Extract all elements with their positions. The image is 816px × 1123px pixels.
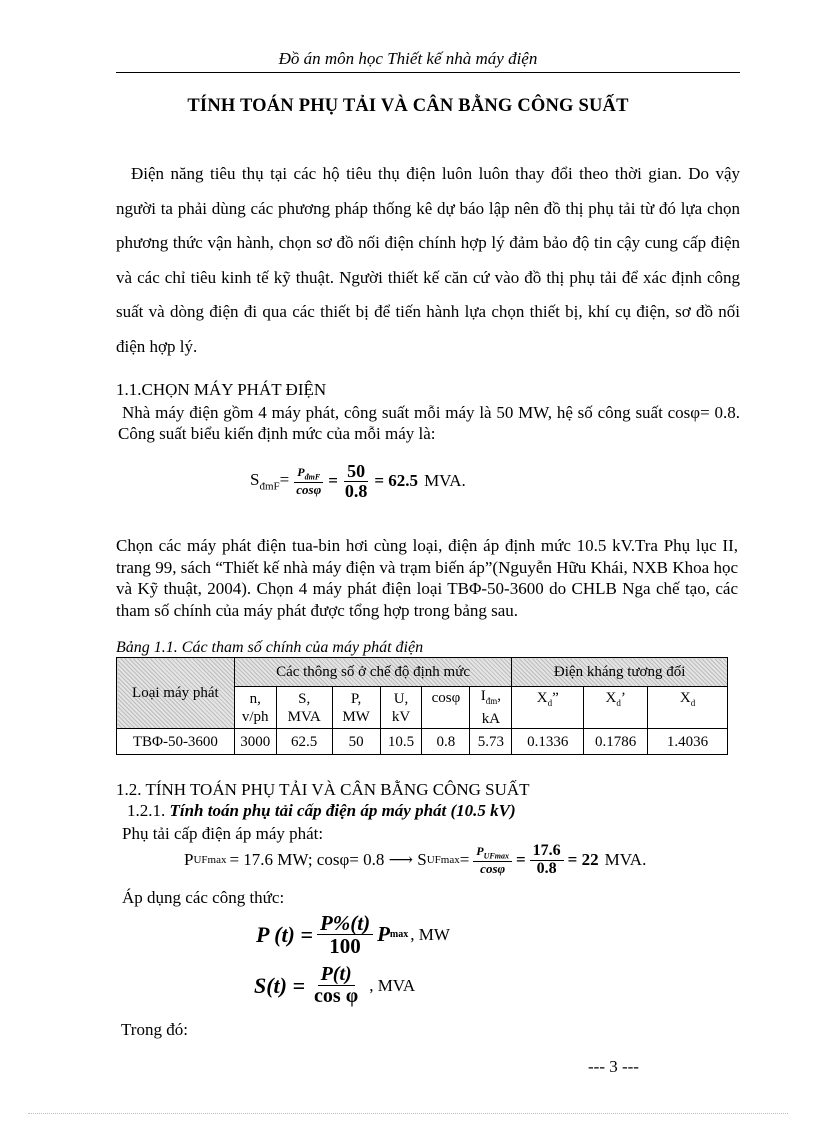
running-header: Đồ án môn học Thiết kế nhà máy điện bbox=[278, 49, 538, 68]
col-apparent-power: S, MVA bbox=[276, 687, 332, 729]
header-rule bbox=[116, 72, 740, 73]
col-xd: $X_d$ bbox=[648, 687, 728, 729]
intro-paragraph bbox=[116, 157, 740, 364]
cell-type: TBΦ-50-3600 bbox=[117, 729, 235, 755]
section-1-2-line1: Phụ tải cấp điện áp máy phát: bbox=[122, 824, 324, 843]
col-current: $I_{đm}$, kA bbox=[470, 687, 512, 729]
cell-apparent-power: 62.5 bbox=[276, 729, 332, 755]
table-caption: Bảng 1.1. Các tham số chính của máy phát điện bbox=[116, 639, 424, 656]
section-1-2-line3: Trong đó: bbox=[121, 1020, 188, 1039]
cell-active-power: 50 bbox=[332, 729, 380, 755]
formula-lhs: $S_{đmF}=$ bbox=[250, 470, 290, 493]
cell-xd-transient: 0.1786 bbox=[584, 729, 648, 755]
section-1-2-line2: Áp dụng các công thức: bbox=[122, 888, 285, 907]
section-1-1-heading: 1.1.CHỌN MÁY PHÁT ĐIỆN bbox=[116, 380, 327, 399]
intro-text: Điện năng tiêu thụ tại các hộ tiêu thụ điện luôn luôn thay đổi theo thời gian. Do vậy người ta phải dùng các phương pháp thống kê dự báo lập nên đồ thị phụ tải từ đó lựa chọn phương thức vận hành, chọn sơ đồ nối điện chính hợp lý đảm bảo độ tin cậy cung cấp điện và các chỉ tiêu kinh tế kỹ thuật. Người thiết kế căn cứ vào đồ thị phụ tải để xác định công suất và dòng điện đi qua các thiết bị để tiến hành lựa chọn thiết bị, khí cụ điện, sơ đồ nối điện hợp lý. bbox=[116, 164, 740, 356]
cell-current: 5.73 bbox=[470, 729, 512, 755]
section-1-2-1-heading: 1.2.1. Tính toán phụ tải cấp điện áp máy phát (10.5 kV) bbox=[127, 801, 516, 820]
cell-cosphi: 0.8 bbox=[422, 729, 470, 755]
group-rated-params: Các thông số ở chế độ định mức bbox=[234, 658, 512, 687]
formula-p-t: P (t) = $\frac{P\%(t)}{100}$ P max , MW bbox=[256, 911, 450, 959]
table-row bbox=[117, 729, 728, 755]
formula-result: = 62.5 bbox=[374, 471, 419, 491]
formula-unit: MVA. bbox=[424, 471, 466, 491]
section-1-2-heading: 1.2. TÍNH TOÁN PHỤ TẢI VÀ CÂN BẰNG CÔNG SUẤT bbox=[116, 780, 530, 799]
fraction-pufmax-over-cos: $\frac{P_{UFmax}}{\cos\varphi}$ bbox=[473, 845, 512, 875]
cell-xd-subtransient: 0.1336 bbox=[512, 729, 584, 755]
col-voltage: U, kV bbox=[380, 687, 422, 729]
generator-params-table bbox=[116, 657, 728, 755]
formula-s-ufmax: P UFmax = 17.6 MW; cosφ= 0.8 ⟶ S UFmax = $\frac{P_{UFmax}}{\cos\varphi}$ = $\frac{17.6}{0.8}$ = 22 MVA. bbox=[184, 842, 647, 877]
cell-voltage: 10.5 bbox=[380, 729, 422, 755]
col-cosphi: cosφ bbox=[422, 687, 470, 729]
section-1-1-para1: Nhà máy điện gồm 4 máy phát, công suất mỗi máy là 50 MW, hệ số công suất cosφ= 0.8. Công suất biểu kiến định mức của mỗi máy là: bbox=[118, 403, 740, 443]
fraction-50-over-08: $\frac{50}{0.8}$ bbox=[344, 461, 368, 501]
page-number: --- 3 --- bbox=[588, 1057, 639, 1076]
col-generator-type: Loại máy phát bbox=[117, 658, 235, 729]
page-title: TÍNH TOÁN PHỤ TẢI VÀ CÂN BẰNG CÔNG SUẤT bbox=[187, 96, 629, 116]
fraction-176-over-08: $\frac{17.6}{0.8}$ bbox=[530, 843, 564, 878]
formula-s-dmf: $S_{đmF}=$ $\frac{P_{đmF}}{\cos\varphi}$ = $\frac{50}{0.8}$ = 62.5 MVA. bbox=[250, 461, 466, 501]
footer-rule bbox=[28, 1113, 788, 1114]
group-reactance: Điện kháng tương đối bbox=[512, 658, 728, 687]
section-1-1-para2: Chọn các máy phát điện tua-bin hơi cùng loại, điện áp định mức 10.5 kV.Tra Phụ lục II, trang 99, sách “Thiết kế nhà máy điện và trạm biến áp”(Nguyễn Hữu Khái, NXB Khoa học và Kỹ thuật, 2004). Chọn 4 máy phát điện loại TBΦ-50-3600 do CHLB Nga chế tạo, các tham số chính của máy phát được tổng hợp trong bảng sau. bbox=[116, 536, 738, 620]
col-xd-transient: $X_d$’ bbox=[584, 687, 648, 729]
col-active-power: P, MW bbox=[332, 687, 380, 729]
col-speed: n, v/ph bbox=[234, 687, 276, 729]
cell-speed: 3000 bbox=[234, 729, 276, 755]
col-xd-subtransient: $X_d$” bbox=[512, 687, 584, 729]
fraction-p-over-cos: $\frac{P_{đmF}}{\cos\varphi}$ bbox=[296, 465, 322, 497]
cell-xd: 1.4036 bbox=[648, 729, 728, 755]
formula-s-t: S(t) = $\frac{P(t)}{\text{cos φ}}$ , MVA bbox=[254, 963, 416, 1007]
